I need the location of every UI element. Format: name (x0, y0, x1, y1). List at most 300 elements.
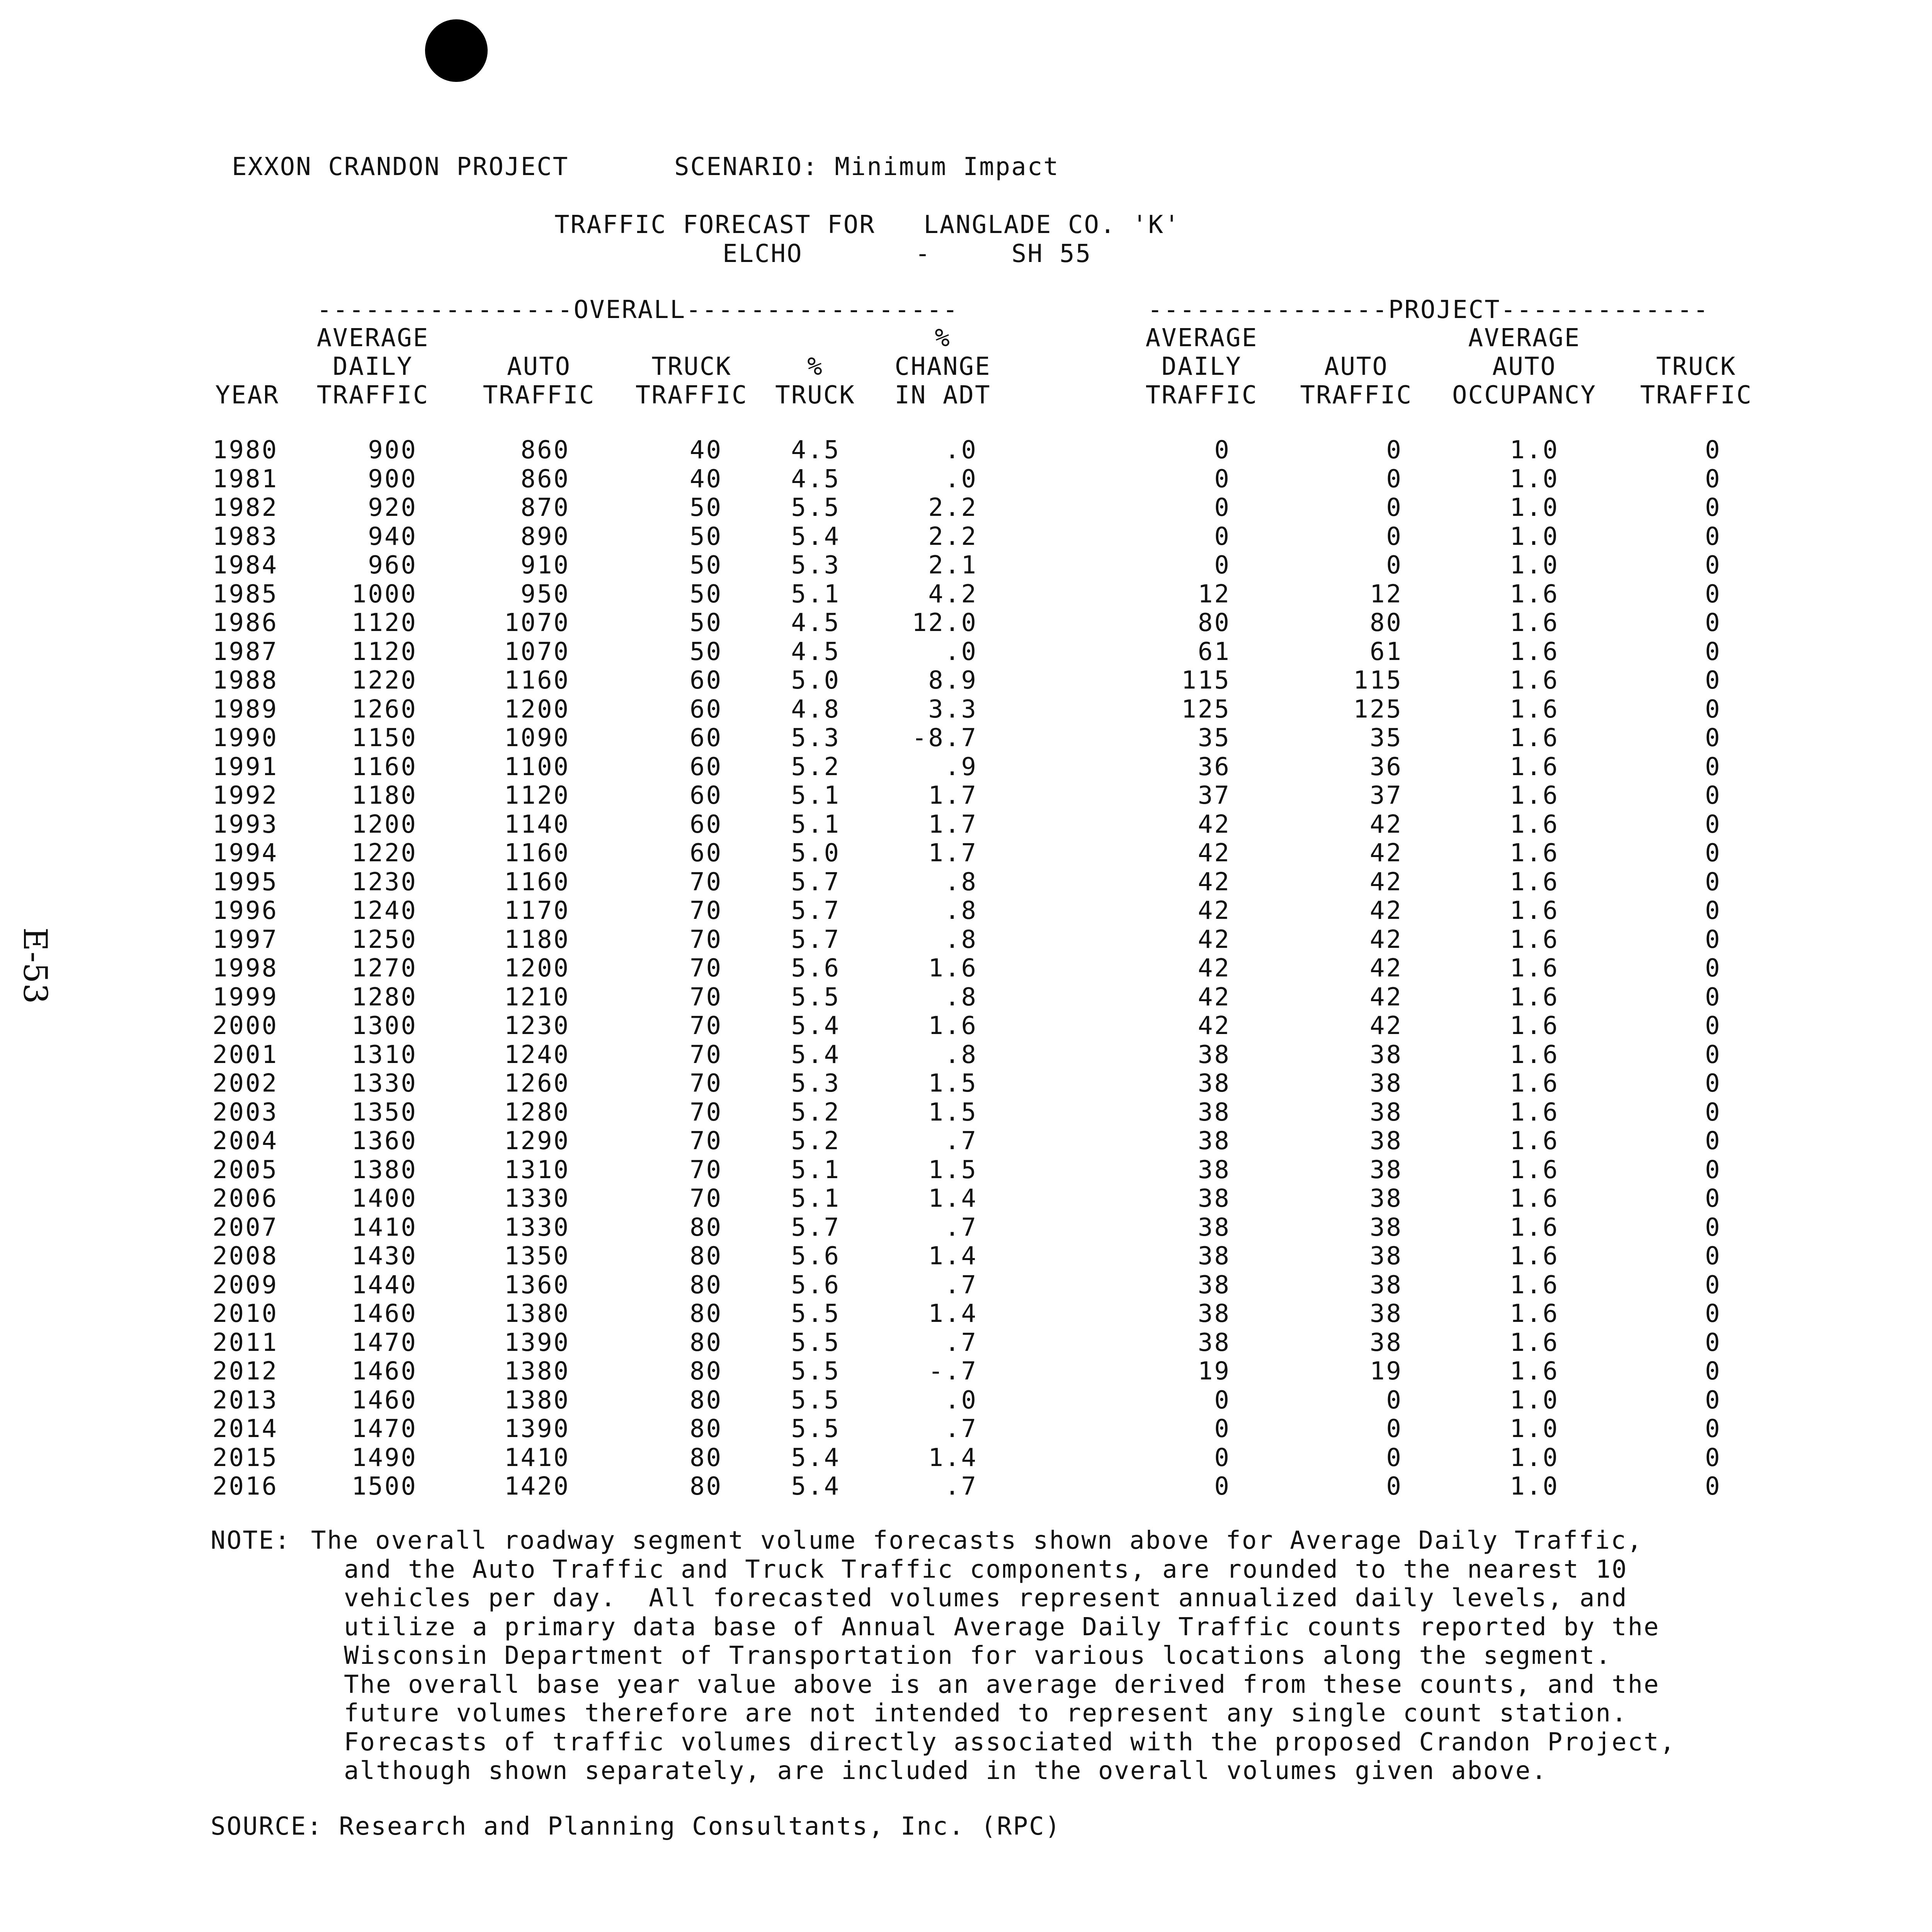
table-row (0, 868, 1932, 897)
cell-pr_adt: 38 (1197, 1184, 1231, 1213)
cell-ov_pct: 5.7 (791, 896, 840, 925)
cell-pr_auto: 38 (1369, 1242, 1403, 1270)
cell-pr_adt: 38 (1197, 1242, 1231, 1270)
forecast-title: TRAFFIC FORECAST FOR LANGLADE CO. 'K' (554, 211, 1180, 239)
cell-pr_truck: 0 (1705, 1299, 1721, 1328)
cell-ov_auto: 1140 (504, 810, 570, 839)
cell-pr_occ: 1.6 (1510, 867, 1559, 896)
cell-ov_auto: 1070 (504, 637, 570, 666)
cell-pr_truck: 0 (1705, 1012, 1721, 1040)
cell-ov_pct: 5.4 (791, 1443, 840, 1472)
cell-pr_auto: 38 (1369, 1184, 1403, 1213)
cell-year: 1980 (212, 436, 278, 464)
cell-year: 1998 (212, 954, 278, 983)
cell-ov_chg: 12.0 (912, 609, 978, 637)
cell-ov_truck: 70 (689, 925, 723, 954)
cell-pr_adt: 61 (1197, 637, 1231, 666)
cell-pr_auto: 42 (1369, 983, 1403, 1012)
cell-ov_truck: 70 (689, 1098, 723, 1127)
cell-ov_adt: 940 (368, 522, 417, 551)
cell-pr_truck: 0 (1705, 493, 1721, 522)
cell-ov_pct: 5.2 (791, 1127, 840, 1155)
cell-pr_auto: 38 (1369, 1213, 1403, 1242)
note-label: NOTE: (211, 1526, 291, 1555)
cell-ov_adt: 1460 (351, 1299, 417, 1328)
source-line: SOURCE: Research and Planning Consultants, Inc. (RPC) (211, 1812, 1061, 1841)
note-line: Forecasts of traffic volumes directly associated with the proposed Crandon Project, (344, 1728, 1676, 1757)
cell-pr_auto: 125 (1353, 695, 1403, 724)
cell-pr_occ: 1.6 (1510, 580, 1559, 609)
cell-pr_adt: 38 (1197, 1270, 1231, 1299)
cell-ov_chg: 1.6 (928, 954, 978, 983)
cell-ov_auto: 1360 (504, 1270, 570, 1299)
cell-ov_auto: 1380 (504, 1357, 570, 1386)
cell-ov_auto: 1200 (504, 695, 570, 724)
cell-pr_truck: 0 (1705, 1270, 1721, 1299)
cell-year: 1987 (212, 637, 278, 666)
cell-ov_adt: 1240 (351, 896, 417, 925)
column-header-ov_auto: AUTO TRAFFIC (483, 352, 595, 410)
cell-ov_pct: 5.2 (791, 1098, 840, 1127)
cell-ov_auto: 1390 (504, 1415, 570, 1443)
cell-pr_truck: 0 (1705, 464, 1721, 493)
cell-pr_auto: 0 (1386, 522, 1403, 551)
cell-ov_pct: 5.6 (791, 1242, 840, 1270)
data-table (0, 436, 1932, 1501)
cell-pr_occ: 1.0 (1510, 436, 1559, 464)
cell-year: 2014 (212, 1415, 278, 1443)
cell-pr_truck: 0 (1705, 695, 1721, 724)
cell-ov_adt: 1250 (351, 925, 417, 954)
cell-ov_pct: 5.1 (791, 810, 840, 839)
cell-ov_adt: 1160 (351, 752, 417, 781)
cell-ov_adt: 1430 (351, 1242, 417, 1270)
cell-ov_chg: .7 (944, 1415, 978, 1443)
table-row (0, 1415, 1932, 1444)
cell-ov_auto: 1410 (504, 1443, 570, 1472)
cell-year: 2012 (212, 1357, 278, 1386)
cell-ov_auto: 1290 (504, 1127, 570, 1155)
cell-pr_adt: 36 (1197, 752, 1231, 781)
cell-ov_pct: 5.7 (791, 867, 840, 896)
cell-pr_adt: 80 (1197, 609, 1231, 637)
cell-ov_chg: 2.2 (928, 522, 978, 551)
cell-ov_adt: 1490 (351, 1443, 417, 1472)
table-row (0, 724, 1932, 753)
cell-pr_truck: 0 (1705, 752, 1721, 781)
cell-ov_pct: 5.5 (791, 1386, 840, 1415)
cell-ov_chg: 3.3 (928, 695, 978, 724)
cell-ov_truck: 50 (689, 609, 723, 637)
cell-pr_occ: 1.6 (1510, 1357, 1559, 1386)
cell-pr_truck: 0 (1705, 1127, 1721, 1155)
table-row (0, 551, 1932, 580)
cell-pr_truck: 0 (1705, 1155, 1721, 1184)
cell-pr_adt: 42 (1197, 925, 1231, 954)
cell-pr_auto: 0 (1386, 1443, 1403, 1472)
cell-ov_pct: 5.0 (791, 666, 840, 695)
cell-pr_occ: 1.6 (1510, 666, 1559, 695)
cell-ov_auto: 1070 (504, 609, 570, 637)
cell-pr_occ: 1.6 (1510, 724, 1559, 752)
cell-ov_chg: .7 (944, 1213, 978, 1242)
cell-pr_occ: 1.6 (1510, 781, 1559, 810)
cell-ov_adt: 1500 (351, 1472, 417, 1501)
cell-pr_auto: 80 (1369, 609, 1403, 637)
cell-pr_auto: 0 (1386, 1472, 1403, 1501)
cell-pr_adt: 0 (1214, 522, 1231, 551)
cell-ov_auto: 1380 (504, 1386, 570, 1415)
column-header-pr_truck: TRUCK TRAFFIC (1640, 352, 1753, 410)
cell-year: 2002 (212, 1069, 278, 1098)
cell-year: 1993 (212, 810, 278, 839)
cell-ov_pct: 5.6 (791, 1270, 840, 1299)
cell-ov_adt: 1220 (351, 666, 417, 695)
cell-ov_chg: 1.7 (928, 781, 978, 810)
cell-year: 2008 (212, 1242, 278, 1270)
cell-pr_truck: 0 (1705, 522, 1721, 551)
cell-year: 2000 (212, 1012, 278, 1040)
note-line: The overall roadway segment volume forecasts shown above for Average Daily Traffic, (311, 1526, 1643, 1555)
punch-hole-left (425, 19, 488, 82)
cell-ov_adt: 1150 (351, 724, 417, 752)
cell-year: 1991 (212, 752, 278, 781)
cell-year: 2001 (212, 1040, 278, 1069)
cell-ov_adt: 1200 (351, 810, 417, 839)
cell-ov_pct: 4.5 (791, 609, 840, 637)
cell-ov_auto: 1280 (504, 1098, 570, 1127)
cell-ov_truck: 70 (689, 954, 723, 983)
cell-ov_auto: 1330 (504, 1213, 570, 1242)
forecast-segment: ELCHO - SH 55 (723, 240, 1092, 268)
cell-ov_adt: 1440 (351, 1270, 417, 1299)
cell-pr_truck: 0 (1705, 781, 1721, 810)
cell-ov_auto: 1420 (504, 1472, 570, 1501)
cell-ov_truck: 40 (689, 436, 723, 464)
cell-pr_auto: 0 (1386, 436, 1403, 464)
cell-pr_occ: 1.0 (1510, 1472, 1559, 1501)
cell-pr_adt: 38 (1197, 1299, 1231, 1328)
cell-ov_chg: .7 (944, 1472, 978, 1501)
note-line: The overall base year value above is an average derived from these counts, and the (344, 1670, 1660, 1699)
table-row (0, 781, 1932, 810)
cell-ov_adt: 1120 (351, 637, 417, 666)
cell-year: 2006 (212, 1184, 278, 1213)
cell-ov_truck: 60 (689, 666, 723, 695)
cell-pr_truck: 0 (1705, 954, 1721, 983)
cell-year: 1996 (212, 896, 278, 925)
table-row (0, 1386, 1932, 1415)
cell-ov_auto: 910 (520, 551, 570, 580)
cell-pr_truck: 0 (1705, 1357, 1721, 1386)
cell-pr_adt: 0 (1214, 1386, 1231, 1415)
cell-ov_adt: 1470 (351, 1328, 417, 1357)
cell-ov_auto: 1330 (504, 1184, 570, 1213)
cell-ov_truck: 80 (689, 1242, 723, 1270)
cell-ov_auto: 1240 (504, 1040, 570, 1069)
cell-pr_truck: 0 (1705, 1184, 1721, 1213)
cell-pr_occ: 1.6 (1510, 954, 1559, 983)
cell-pr_truck: 0 (1705, 810, 1721, 839)
table-row (0, 1357, 1932, 1386)
table-row (0, 1444, 1932, 1473)
cell-ov_pct: 5.6 (791, 954, 840, 983)
scenario-label: SCENARIO: Minimum Impact (674, 153, 1060, 181)
cell-ov_truck: 80 (689, 1270, 723, 1299)
cell-pr_adt: 42 (1197, 1012, 1231, 1040)
cell-pr_adt: 38 (1197, 1328, 1231, 1357)
cell-ov_truck: 80 (689, 1443, 723, 1472)
cell-pr_truck: 0 (1705, 724, 1721, 752)
cell-year: 2016 (212, 1472, 278, 1501)
cell-ov_chg: .7 (944, 1328, 978, 1357)
cell-pr_adt: 0 (1214, 493, 1231, 522)
table-row (0, 954, 1932, 983)
cell-ov_chg: .8 (944, 1040, 978, 1069)
cell-pr_auto: 0 (1386, 1415, 1403, 1443)
cell-ov_truck: 80 (689, 1357, 723, 1386)
cell-ov_auto: 860 (520, 436, 570, 464)
cell-ov_auto: 1380 (504, 1299, 570, 1328)
cell-pr_adt: 35 (1197, 724, 1231, 752)
project-title: EXXON CRANDON PROJECT (232, 153, 569, 181)
cell-ov_truck: 60 (689, 752, 723, 781)
cell-ov_chg: -.7 (928, 1357, 978, 1386)
table-row (0, 465, 1932, 494)
table-row (0, 1098, 1932, 1127)
cell-ov_pct: 5.5 (791, 1328, 840, 1357)
column-header-pr_auto: AUTO TRAFFIC (1300, 352, 1413, 410)
cell-ov_truck: 50 (689, 522, 723, 551)
cell-ov_truck: 70 (689, 1040, 723, 1069)
cell-pr_auto: 0 (1386, 464, 1403, 493)
cell-pr_auto: 42 (1369, 810, 1403, 839)
cell-ov_truck: 40 (689, 464, 723, 493)
cell-ov_pct: 5.1 (791, 1184, 840, 1213)
cell-pr_adt: 0 (1214, 464, 1231, 493)
cell-ov_adt: 1410 (351, 1213, 417, 1242)
cell-year: 1997 (212, 925, 278, 954)
cell-pr_auto: 42 (1369, 954, 1403, 983)
cell-pr_occ: 1.6 (1510, 609, 1559, 637)
table-row (0, 522, 1932, 551)
cell-ov_chg: 2.2 (928, 493, 978, 522)
cell-ov_truck: 70 (689, 896, 723, 925)
cell-year: 1982 (212, 493, 278, 522)
table-row (0, 1012, 1932, 1041)
cell-ov_chg: -8.7 (912, 724, 978, 752)
cell-pr_occ: 1.0 (1510, 522, 1559, 551)
cell-pr_occ: 1.6 (1510, 983, 1559, 1012)
table-row (0, 1184, 1932, 1213)
cell-pr_truck: 0 (1705, 1472, 1721, 1501)
cell-ov_pct: 5.4 (791, 1040, 840, 1069)
cell-pr_auto: 35 (1369, 724, 1403, 752)
column-header-pr_adt: AVERAGE DAILY TRAFFIC (1145, 324, 1258, 410)
cell-ov_adt: 1460 (351, 1386, 417, 1415)
cell-pr_adt: 42 (1197, 983, 1231, 1012)
cell-ov_adt: 1120 (351, 609, 417, 637)
cell-pr_adt: 125 (1181, 695, 1231, 724)
cell-ov_pct: 5.4 (791, 522, 840, 551)
cell-pr_occ: 1.0 (1510, 493, 1559, 522)
cell-year: 1989 (212, 695, 278, 724)
cell-ov_auto: 1100 (504, 752, 570, 781)
cell-year: 1984 (212, 551, 278, 580)
cell-pr_auto: 37 (1369, 781, 1403, 810)
cell-ov_truck: 80 (689, 1472, 723, 1501)
cell-ov_auto: 1160 (504, 666, 570, 695)
cell-ov_auto: 1090 (504, 724, 570, 752)
cell-ov_pct: 5.3 (791, 1069, 840, 1098)
cell-ov_pct: 4.8 (791, 695, 840, 724)
cell-year: 1995 (212, 867, 278, 896)
cell-year: 2003 (212, 1098, 278, 1127)
column-header-ov_adt: AVERAGE DAILY TRAFFIC (316, 324, 429, 410)
cell-pr_occ: 1.6 (1510, 810, 1559, 839)
cell-pr_auto: 0 (1386, 1386, 1403, 1415)
cell-ov_adt: 1310 (351, 1040, 417, 1069)
cell-ov_auto: 1160 (504, 839, 570, 867)
table-row (0, 839, 1932, 868)
cell-pr_occ: 1.0 (1510, 1443, 1559, 1472)
cell-year: 2015 (212, 1443, 278, 1472)
cell-ov_adt: 960 (368, 551, 417, 580)
note-line: utilize a primary data base of Annual Average Daily Traffic counts reported by the (344, 1612, 1660, 1641)
cell-ov_chg: 1.5 (928, 1098, 978, 1127)
cell-pr_auto: 36 (1369, 752, 1403, 781)
cell-year: 2011 (212, 1328, 278, 1357)
cell-ov_chg: 1.4 (928, 1242, 978, 1270)
cell-year: 2010 (212, 1299, 278, 1328)
cell-pr_adt: 0 (1214, 1415, 1231, 1443)
cell-year: 1992 (212, 781, 278, 810)
cell-ov_auto: 1310 (504, 1155, 570, 1184)
table-row (0, 1271, 1932, 1300)
cell-pr_occ: 1.6 (1510, 1012, 1559, 1040)
cell-year: 2013 (212, 1386, 278, 1415)
cell-ov_chg: .7 (944, 1127, 978, 1155)
cell-pr_auto: 38 (1369, 1299, 1403, 1328)
cell-ov_auto: 1120 (504, 781, 570, 810)
cell-pr_occ: 1.6 (1510, 1127, 1559, 1155)
cell-pr_auto: 38 (1369, 1040, 1403, 1069)
cell-ov_pct: 5.4 (791, 1472, 840, 1501)
cell-pr_adt: 38 (1197, 1213, 1231, 1242)
cell-ov_pct: 5.3 (791, 551, 840, 580)
cell-ov_pct: 5.7 (791, 1213, 840, 1242)
table-row (0, 638, 1932, 667)
cell-pr_adt: 38 (1197, 1127, 1231, 1155)
cell-ov_pct: 5.4 (791, 1012, 840, 1040)
cell-pr_occ: 1.6 (1510, 1242, 1559, 1270)
cell-ov_truck: 50 (689, 493, 723, 522)
cell-ov_truck: 70 (689, 1012, 723, 1040)
cell-ov_chg: .8 (944, 896, 978, 925)
note-line: vehicles per day. All forecasted volumes represent annualized daily levels, and (344, 1584, 1628, 1612)
cell-pr_truck: 0 (1705, 1242, 1721, 1270)
cell-pr_auto: 0 (1386, 493, 1403, 522)
table-row (0, 810, 1932, 839)
cell-pr_truck: 0 (1705, 637, 1721, 666)
cell-pr_occ: 1.6 (1510, 1270, 1559, 1299)
cell-pr_truck: 0 (1705, 1098, 1721, 1127)
overall-group-rule: ----------------OVERALL----------------- (317, 296, 959, 324)
cell-year: 1988 (212, 666, 278, 695)
cell-year: 1983 (212, 522, 278, 551)
cell-pr_truck: 0 (1705, 839, 1721, 867)
cell-ov_chg: .0 (944, 436, 978, 464)
cell-ov_auto: 1170 (504, 896, 570, 925)
cell-ov_truck: 80 (689, 1213, 723, 1242)
cell-ov_truck: 60 (689, 695, 723, 724)
cell-year: 1990 (212, 724, 278, 752)
table-row (0, 1299, 1932, 1328)
cell-ov_chg: .0 (944, 1386, 978, 1415)
cell-ov_adt: 1260 (351, 695, 417, 724)
cell-ov_truck: 80 (689, 1386, 723, 1415)
cell-ov_pct: 5.5 (791, 1299, 840, 1328)
cell-pr_truck: 0 (1705, 609, 1721, 637)
table-row (0, 1127, 1932, 1156)
table-row (0, 436, 1932, 465)
cell-pr_auto: 38 (1369, 1127, 1403, 1155)
table-row (0, 983, 1932, 1012)
cell-pr_occ: 1.6 (1510, 896, 1559, 925)
note-line: future volumes therefore are not intended to represent any single count station. (344, 1699, 1628, 1728)
cell-pr_adt: 42 (1197, 896, 1231, 925)
table-row (0, 493, 1932, 522)
cell-ov_adt: 1000 (351, 580, 417, 609)
cell-ov_chg: 1.6 (928, 1012, 978, 1040)
cell-ov_auto: 1180 (504, 925, 570, 954)
cell-year: 2009 (212, 1270, 278, 1299)
cell-pr_occ: 1.6 (1510, 839, 1559, 867)
cell-year: 1981 (212, 464, 278, 493)
cell-ov_pct: 5.5 (791, 983, 840, 1012)
cell-ov_truck: 70 (689, 1155, 723, 1184)
cell-pr_adt: 12 (1197, 580, 1231, 609)
cell-pr_adt: 42 (1197, 810, 1231, 839)
cell-ov_pct: 5.5 (791, 1357, 840, 1386)
cell-pr_adt: 38 (1197, 1098, 1231, 1127)
cell-pr_truck: 0 (1705, 1386, 1721, 1415)
cell-pr_occ: 1.6 (1510, 1328, 1559, 1357)
cell-ov_chg: .7 (944, 1270, 978, 1299)
cell-ov_truck: 80 (689, 1299, 723, 1328)
cell-pr_adt: 42 (1197, 954, 1231, 983)
cell-pr_occ: 1.6 (1510, 1155, 1559, 1184)
table-row (0, 1156, 1932, 1185)
cell-pr_auto: 38 (1369, 1328, 1403, 1357)
cell-ov_pct: 5.2 (791, 752, 840, 781)
cell-pr_occ: 1.6 (1510, 925, 1559, 954)
cell-pr_auto: 42 (1369, 896, 1403, 925)
cell-pr_occ: 1.6 (1510, 1069, 1559, 1098)
cell-pr_adt: 0 (1214, 1443, 1231, 1472)
column-header-year: YEAR (215, 381, 280, 410)
cell-ov_auto: 1160 (504, 867, 570, 896)
table-row (0, 925, 1932, 954)
cell-year: 2007 (212, 1213, 278, 1242)
cell-year: 1986 (212, 609, 278, 637)
cell-ov_truck: 70 (689, 983, 723, 1012)
cell-ov_adt: 1180 (351, 781, 417, 810)
cell-ov_adt: 1460 (351, 1357, 417, 1386)
cell-ov_truck: 70 (689, 867, 723, 896)
table-row (0, 1069, 1932, 1098)
cell-ov_chg: 1.4 (928, 1184, 978, 1213)
